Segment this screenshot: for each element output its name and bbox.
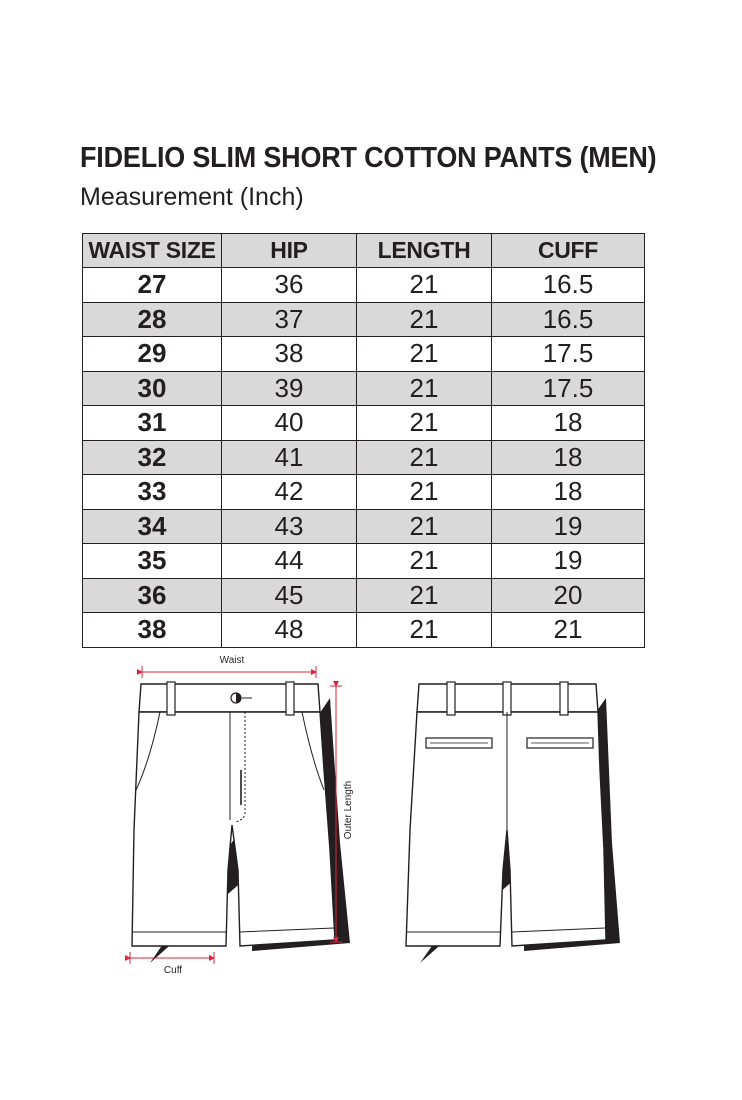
waist-size-cell: 34 — [83, 509, 222, 544]
hip-cell: 48 — [222, 613, 357, 648]
outer-length-label: Outer Length — [343, 780, 354, 840]
cuff-cell: 19 — [492, 544, 645, 579]
waist-measure-line — [142, 666, 316, 678]
hip-cell: 36 — [222, 268, 357, 303]
waist-size-cell: 32 — [83, 440, 222, 475]
table-row — [83, 544, 645, 579]
hip-cell: 40 — [222, 406, 357, 441]
column-header-hip: HIP — [222, 234, 357, 268]
table-row — [83, 337, 645, 372]
table-header-row — [83, 234, 645, 268]
column-header-waist-size: WAIST SIZE — [83, 234, 222, 268]
hip-cell: 44 — [222, 544, 357, 579]
length-cell: 21 — [357, 440, 492, 475]
length-cell: 21 — [357, 302, 492, 337]
page-subtitle: Measurement (Inch) — [80, 183, 304, 211]
cuff-cell: 18 — [492, 475, 645, 510]
waist-size-cell: 27 — [83, 268, 222, 303]
hip-cell: 41 — [222, 440, 357, 475]
column-header-length: LENGTH — [357, 234, 492, 268]
table-row — [83, 302, 645, 337]
table-row — [83, 475, 645, 510]
cuff-cell: 21 — [492, 613, 645, 648]
table-row — [83, 406, 645, 441]
length-cell: 21 — [357, 578, 492, 613]
hip-cell: 42 — [222, 475, 357, 510]
hip-cell: 39 — [222, 371, 357, 406]
hip-cell: 38 — [222, 337, 357, 372]
cuff-cell: 16.5 — [492, 268, 645, 303]
hip-cell: 37 — [222, 302, 357, 337]
cuff-cell: 18 — [492, 440, 645, 475]
table-row — [83, 613, 645, 648]
length-cell: 21 — [357, 613, 492, 648]
page-title: FIDELIO SLIM SHORT COTTON PANTS (MEN) — [80, 142, 657, 174]
waist-size-cell: 36 — [83, 578, 222, 613]
hip-cell: 45 — [222, 578, 357, 613]
table-row — [83, 509, 645, 544]
cuff-cell: 16.5 — [492, 302, 645, 337]
length-cell: 21 — [357, 337, 492, 372]
cuff-cell: 20 — [492, 578, 645, 613]
front-view-shorts — [132, 682, 350, 963]
table-row — [83, 578, 645, 613]
size-chart-table — [82, 233, 645, 648]
cuff-cell: 17.5 — [492, 337, 645, 372]
waist-size-cell: 38 — [83, 613, 222, 648]
length-cell: 21 — [357, 371, 492, 406]
waist-label: Waist — [219, 655, 245, 666]
hip-cell: 43 — [222, 509, 357, 544]
table-row — [83, 268, 645, 303]
cuff-label: Cuff — [163, 965, 183, 976]
length-cell: 21 — [357, 475, 492, 510]
waist-size-cell: 30 — [83, 371, 222, 406]
length-cell: 21 — [357, 509, 492, 544]
waist-size-cell: 29 — [83, 337, 222, 372]
table-row — [83, 440, 645, 475]
cuff-cell: 19 — [492, 509, 645, 544]
length-cell: 21 — [357, 268, 492, 303]
cuff-cell: 17.5 — [492, 371, 645, 406]
length-cell: 21 — [357, 406, 492, 441]
column-header-cuff: CUFF — [492, 234, 645, 268]
table-row — [83, 371, 645, 406]
waist-size-cell: 33 — [83, 475, 222, 510]
waist-size-cell: 35 — [83, 544, 222, 579]
waist-size-cell: 28 — [83, 302, 222, 337]
cuff-measure-line — [130, 952, 214, 964]
waist-size-cell: 31 — [83, 406, 222, 441]
shorts-measurement-diagram — [0, 650, 742, 980]
back-view-shorts — [406, 682, 620, 963]
length-cell: 21 — [357, 544, 492, 579]
cuff-cell: 18 — [492, 406, 645, 441]
